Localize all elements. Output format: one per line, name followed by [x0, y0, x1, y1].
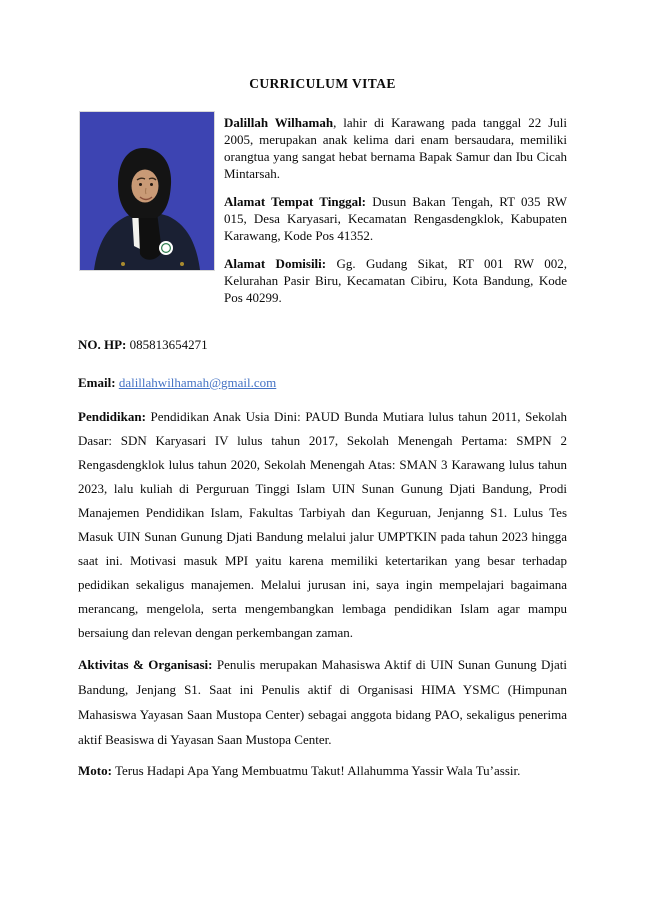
badge-emblem: [162, 244, 171, 253]
portrait-photo-illustration: [80, 112, 214, 270]
sleeve-button-left: [121, 262, 125, 266]
face: [132, 170, 159, 203]
alamat-tempat-tinggal-paragraph: [224, 193, 567, 244]
alamat-tempat-tinggal-text: Dusun Bakan Tengah, RT 035 RW 015, Desa Karyasari, Kecamatan Rengasdengklok, Kabupaten Karawang, Kode Pos 41352.: [224, 194, 567, 243]
aktivitas-paragraph: [78, 652, 567, 752]
nose: [146, 188, 147, 194]
sleeve-button-right: [180, 262, 184, 266]
left-eye: [139, 183, 142, 186]
email-line: [78, 374, 567, 391]
pendidikan-label: Pendidikan:: [78, 409, 146, 424]
header-row: [78, 112, 567, 306]
moto-line: [78, 759, 567, 783]
alamat-domisili-label: Alamat Domisili:: [224, 256, 327, 271]
pendidikan-text: Pendidikan Anak Usia Dini: PAUD Bunda Mutiara lulus tahun 2011, Sekolah Dasar: SDN Karyasari IV lulus tahun 2017, Sekolah Menengah Pertama: SMPN 2 Rengasdengklok lulus tahun 2020, Sekolah Menengah Atas: SMAN 3 Karawang lulus tahun 2023, lalu kuliah di Perguruan Tinggi Islam UIN Sunan Gunung Djati Bandung, Prodi Manajemen Pendidikan Islam, Fakultas Tarbiyah dan Keguruan, Jenjanng S1. Lulus Tes Masuk UIN Sunan Gunung Djati Bandung melalui jalur UMPTKIN pada tahun 2023 hingga saat ini. Motivasi masuk MPI yaitu karena memiliki ketertarikan yang besar terhadap pedidikan sekaligus manajemen. Melalui jurusan ini, saya ingin mempelajari bagaimana merancang, mengelola, serta mengembangkan lembaga pendidikan Islam agar mampu bersaiung dan relevan dengan perkembangan zaman.: [78, 409, 567, 640]
portrait-photo: [80, 112, 214, 270]
moto-label: Moto:: [78, 763, 112, 778]
intro-paragraph: [224, 114, 567, 182]
email-label: Email:: [78, 375, 116, 390]
moto-text: Terus Hadapi Apa Yang Membuatmu Takut! Allahumma Yassir Wala Tu’assir.: [114, 763, 521, 778]
aktivitas-label: Aktivitas & Organisasi:: [78, 657, 213, 672]
pendidikan-paragraph: [78, 405, 567, 645]
alamat-domisili-paragraph: [224, 255, 567, 306]
page-title: CURRICULUM VITAE: [249, 76, 396, 91]
alamat-domisili-text: Gg. Gudang Sikat, RT 001 RW 002, Kelurahan Pasir Biru, Kecamatan Cibiru, Kota Bandung, Kode Pos 40299.: [224, 256, 567, 305]
email-link[interactable]: dalillahwilhamah@gmail.com: [118, 375, 277, 390]
phone-line: [78, 336, 567, 353]
right-eye: [150, 183, 153, 186]
aktivitas-text: Penulis merupakan Mahasiswa Aktif di UIN Sunan Gunung Djati Bandung, Jenjang S1. Saat ini Penulis aktif di Organisasi HIMA YSMC (Himpunan Mahasiswa Yayasan Saan Mustopa Center) sebagai anggota bidang PAO, sekaligus penerima aktif Beasiswa di Yayasan Saan Mustopa Center.: [78, 657, 568, 747]
cv-content: [78, 0, 567, 783]
phone-label: NO. HP:: [78, 337, 127, 352]
intro-column: [224, 112, 567, 306]
phone-value: 085813654271: [126, 337, 208, 352]
alamat-tempat-tinggal-label: Alamat Tempat Tinggal:: [224, 194, 367, 209]
intro-name: Dalillah Wilhamah: [224, 115, 334, 130]
intro-text: , lahir di Karawang pada tanggal 22 Juli 2005, merupakan anak kelima dari enam bersaudara, memiliki orangtua yang sangat hebat bernama Bapak Samur dan Ibu Cicah Mintarsah.: [224, 115, 568, 181]
